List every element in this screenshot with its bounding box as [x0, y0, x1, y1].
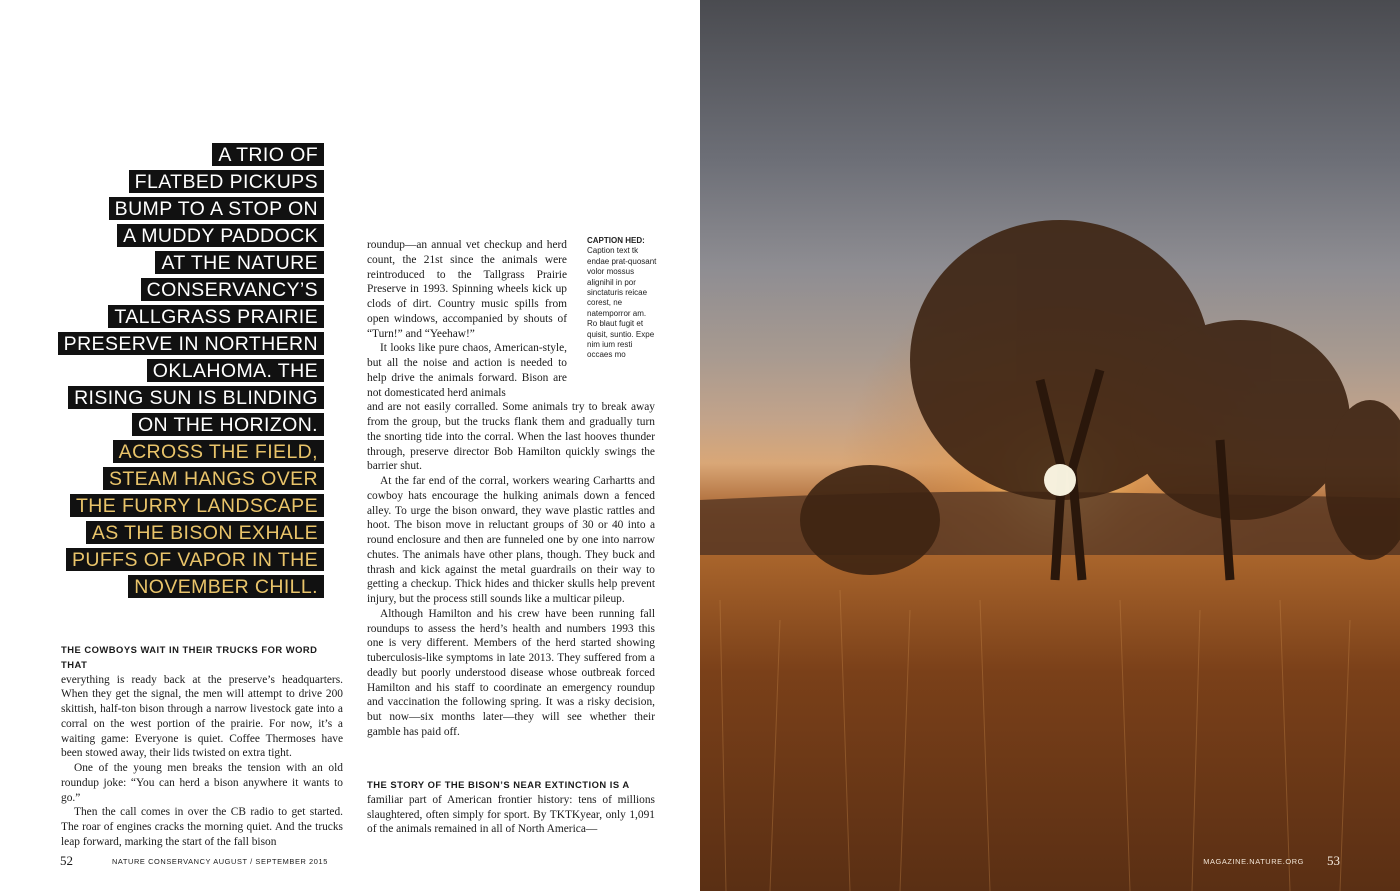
- pull-quote-line-highlight: THE FURRY LANDSCAPE: [58, 494, 324, 521]
- paragraph: everything is ready back at the preserve’s headquarters. When they get the signal, the men will attempt to drive 200 skittish, half-ton bison through a narrow livestock gate into a corral on the west portion of the prairie. For now, it’s a waiting game: Everyone is quiet. Coffee Thermoses have been stowed away, their lids twisted on extra tight.: [61, 673, 343, 760]
- caption-hed: CAPTION HED:: [587, 236, 645, 245]
- page-number-left: 52: [60, 853, 73, 868]
- pull-quote-line: TALLGRASS PRAIRIE: [58, 305, 324, 332]
- paragraph: One of the young men breaks the tension with an old roundup joke: “You can herd a bison anywhere it wants to go.”: [61, 762, 343, 804]
- sunrise-prairie-photo: [700, 0, 1400, 891]
- paragraph: familiar part of American frontier history: tens of millions slaughtered, often simply for sport. By TKTKyear, only 1,091 of the animals remained in all of North America—: [367, 793, 655, 836]
- pull-quote-line: RISING SUN IS BLINDING: [58, 386, 324, 413]
- pull-quote-line: BUMP TO A STOP ON: [58, 197, 324, 224]
- pull-quote-line-highlight: ACROSS THE FIELD,: [58, 440, 324, 467]
- paragraph: roundup—an annual vet checkup and herd count, the 21st since the animals were reintroduced to the Tallgrass Prairie Preserve in 1993. Spinning wheels kick up clods of dirt. Country music spills from open windows, accompanied by shouts of “Turn!” and “Yeehaw!”: [367, 239, 567, 340]
- pull-quote-line: A TRIO OF: [58, 143, 324, 170]
- pull-quote-line: FLATBED PICKUPS: [58, 170, 324, 197]
- pull-quote-line: A MUDDY PADDOCK: [58, 224, 324, 251]
- pull-quote-line: AT THE NATURE: [58, 251, 324, 278]
- running-footer-left: NATURE CONSERVANCY AUGUST / SEPTEMBER 2015: [112, 857, 328, 866]
- paragraph: Then the call comes in over the CB radio to get started. The roar of engines cracks the morning quiet. And the trucks leap forward, marking the start of the fall bison: [61, 806, 343, 848]
- body-column-2-section: [367, 778, 655, 837]
- pull-quote-line-highlight: PUFFS OF VAPOR IN THE: [58, 548, 324, 575]
- lead-in: THE COWBOYS WAIT IN THEIR TRUCKS FOR WORD THAT: [61, 644, 318, 670]
- paragraph: and are not easily corralled. Some animals try to break away from the group, but the trucks flank them and gradually turn the snorting tide into the corral. When the last hooves thunder through, preserve director Bob Hamilton quickly swings the barrier shut.: [367, 401, 655, 473]
- right-page: [700, 0, 1400, 891]
- running-footer-right: MAGAZINE.NATURE.ORG: [1203, 857, 1304, 866]
- body-column-1: [61, 643, 343, 850]
- paragraph: Although Hamilton and his crew have been running fall roundups to assess the herd’s health and numbers 1993 this one is very different. Members of the herd started showing tuberculosis-like symptoms in late 2013. They suffered from a deadly but poorly understood disease whose outbreak forced Hamilton and his staff to coordinate an emergency roundup and vaccination the following spring. It was a risky decision, but now—six months later—they will see whether their gamble has paid off.: [367, 607, 655, 738]
- page-number-right: 53: [1327, 853, 1340, 868]
- pull-quote: [58, 143, 324, 602]
- pull-quote-line-highlight: AS THE BISON EXHALE: [58, 521, 324, 548]
- pull-quote-line: OKLAHOMA. THE: [58, 359, 324, 386]
- paragraph: At the far end of the corral, workers wearing Carhartts and cowboy hats encourage the hulking animals down a fenced alley. To urge the bison onward, they wave plastic rattles and hoot. The bison move in reluctant groups of 30 or 40 into a round enclosure and then are funneled one by one into narrow chutes. The animals have other plans, though. They buck and thrash and kick against the metal guardrails on their way to getting a checkup. Thick hides and thicker skulls help prevent injury, but the process still sounds like a multicar pileup.: [367, 475, 655, 605]
- pull-quote-line: CONSERVANCY’S: [58, 278, 324, 305]
- photo-caption: [587, 236, 657, 361]
- pull-quote-line-highlight: STEAM HANGS OVER: [58, 467, 324, 494]
- pull-quote-line: ON THE HORIZON.: [58, 413, 324, 440]
- caption-text: Caption text tk endae prat-quosant volor mossus alignihil in por sinctaturis reicae corest, ne natemporror am. Ro blaut fugit et quisit, suntio. Expe nim ium resti occaes mo: [587, 246, 657, 360]
- pull-quote-line: PRESERVE IN NORTHERN: [58, 332, 324, 359]
- pull-quote-line-highlight: NOVEMBER CHILL.: [58, 575, 324, 602]
- paragraph: It looks like pure chaos, American-style, but all the noise and action is needed to help drive the animals forward. Bison are not domesticated herd animals: [367, 342, 567, 399]
- lead-in: THE STORY OF THE BISON’S NEAR EXTINCTION IS A: [367, 779, 630, 790]
